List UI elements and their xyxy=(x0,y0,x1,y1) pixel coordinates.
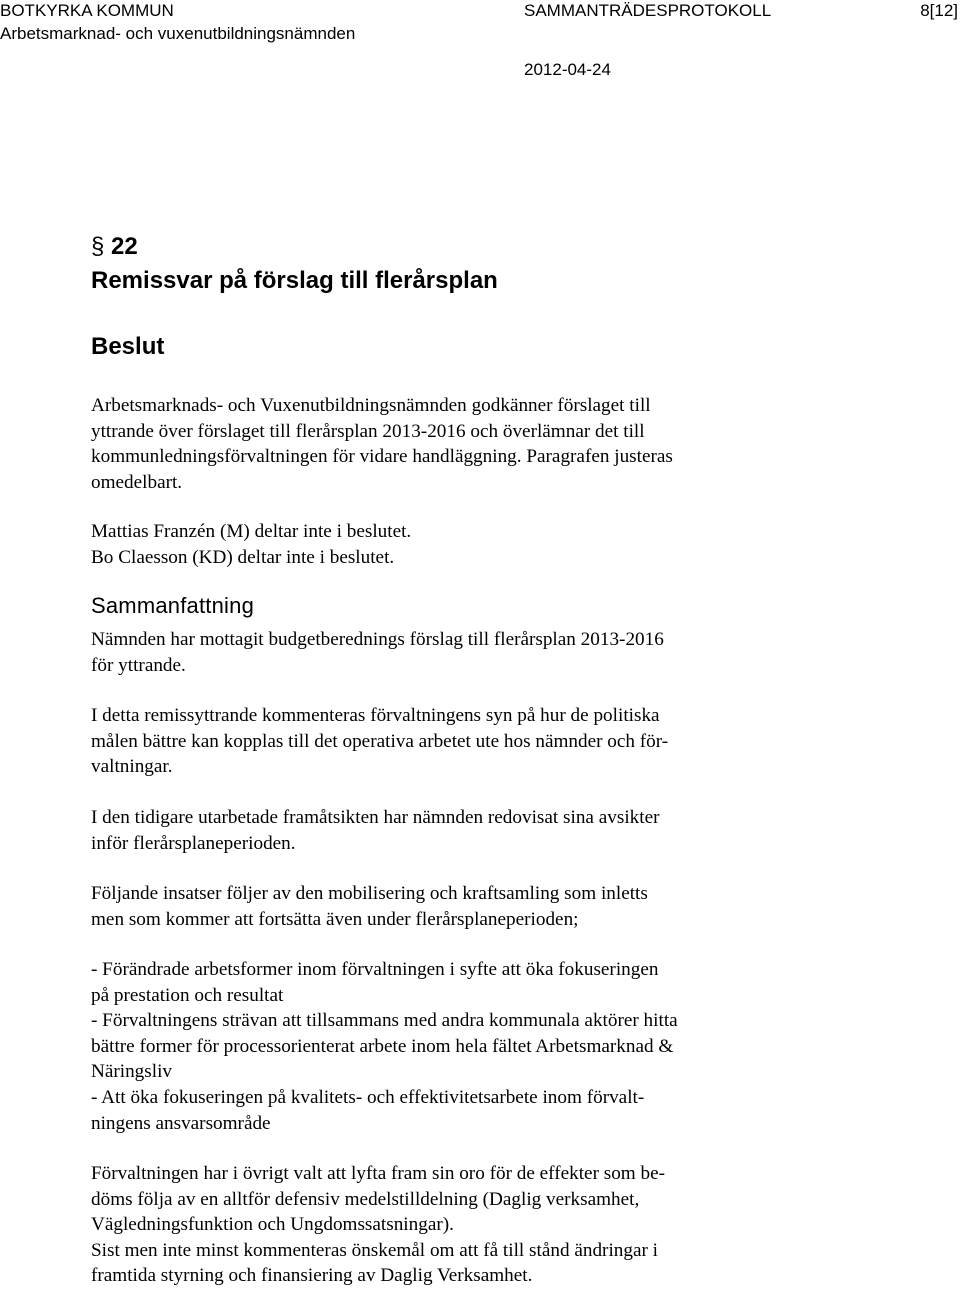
page-number: 8[12] xyxy=(920,1,958,20)
section-number xyxy=(91,232,138,262)
list-line: bättre former för processorienterat arbete inom hela fältet Arbetsmarknad & xyxy=(91,1035,674,1057)
department-name: Arbetsmarknad- och vuxenutbildningsnämnden xyxy=(0,24,356,43)
list-line: Näringsliv xyxy=(91,1061,173,1083)
summary-paragraph-6 xyxy=(91,1161,831,1289)
organization-name: BOTKYRKA KOMMUN xyxy=(0,1,174,20)
list-line: - Förändrade arbetsformer inom förvaltningen i syfte att öka fokuseringen xyxy=(91,959,659,980)
document-type: SAMMANTRÄDESPROTOKOLL xyxy=(524,1,772,20)
text-line: Förvaltningen har i övrigt valt att lyfta fram sin oro för de effekter som be- xyxy=(91,1163,666,1184)
sammanfattning-heading: Sammanfattning xyxy=(91,593,254,618)
text-line: Vägledningsfunktion och Ungdomssatsningar). xyxy=(91,1214,454,1236)
beslut-heading: Beslut xyxy=(91,333,165,360)
section-number-value: 22 xyxy=(111,233,138,260)
list-line: ningens ansvarsområde xyxy=(91,1112,271,1134)
text-line: målen bättre kan kopplas till det operativa arbetet ute hos nämnder och för- xyxy=(91,730,669,752)
beslut-notes xyxy=(91,519,831,570)
list-line: på prestation och resultat xyxy=(91,984,284,1006)
summary-paragraph-5 xyxy=(91,957,831,1136)
text-line: Nämnden har mottagit budgetberednings förslag till flerårsplan 2013-2016 xyxy=(91,629,664,650)
list-line: - Förvaltningens strävan att tillsammans med andra kommunala aktörer hitta xyxy=(91,1010,678,1032)
summary-paragraph-1 xyxy=(91,627,831,678)
text-line: kommunledningsförvaltningen för vidare handläggning. Paragrafen justeras xyxy=(91,446,673,468)
paragraph-symbol: § xyxy=(91,233,105,260)
text-line: valtningar. xyxy=(91,756,173,778)
text-line: men som kommer att fortsätta även under flerårsplaneperioden; xyxy=(91,908,579,930)
text-line: omedelbart. xyxy=(91,471,183,493)
text-line: Följande insatser följer av den mobilisering och kraftsamling som inletts xyxy=(91,883,648,904)
text-line: I detta remissyttrande kommenteras förvaltningens syn på hur de politiska xyxy=(91,705,660,726)
text-line: Mattias Franzén (M) deltar inte i beslutet. xyxy=(91,521,412,542)
text-line: för yttrande. xyxy=(91,654,186,676)
summary-paragraph-2 xyxy=(91,703,831,780)
meeting-date: 2012-04-24 xyxy=(524,60,611,79)
text-line: Bo Claesson (KD) deltar inte i beslutet. xyxy=(91,546,395,568)
summary-paragraph-4 xyxy=(91,881,831,932)
text-line: Sist men inte minst kommenteras önskemål om att få till stånd ändringar i xyxy=(91,1239,658,1261)
list-line: - Att öka fokuseringen på kvalitets- och effektivitetsarbete inom förvalt- xyxy=(91,1086,645,1108)
summary-paragraph-3 xyxy=(91,805,831,856)
text-line: inför flerårsplaneperioden. xyxy=(91,832,296,854)
beslut-paragraph xyxy=(91,393,831,495)
text-line: yttrande över förslaget till flerårsplan 2013-2016 och överlämnar det till xyxy=(91,420,645,442)
section-title: Remissvar på förslag till flerårsplan xyxy=(91,267,498,294)
text-line: Arbetsmarknads- och Vuxenutbildningsnämnden godkänner förslaget till xyxy=(91,395,651,416)
text-line: I den tidigare utarbetade framåtsikten har nämnden redovisat sina avsikter xyxy=(91,807,660,828)
text-line: framtida styrning och finansiering av Daglig Verksamhet. xyxy=(91,1265,533,1287)
text-line: döms följa av en alltför defensiv medelstilldelning (Daglig verksamhet, xyxy=(91,1188,640,1210)
